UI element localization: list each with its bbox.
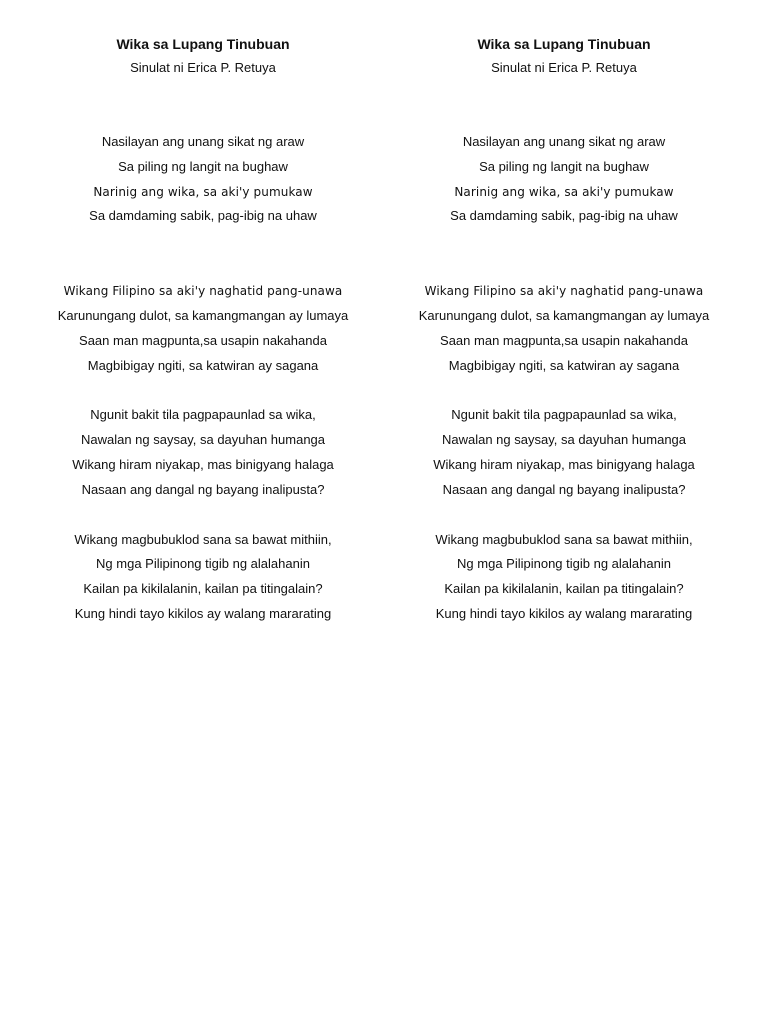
poem-line: Nasilayan ang unang sikat ng araw (462, 134, 666, 149)
poem-line: Nasaan ang dangal ng bayang inalipusta? (442, 481, 686, 497)
poem-line: Narinig ang wika, sa aki'y pumukaw (93, 184, 313, 199)
poem-line: Wikang Filipino sa aki'y naghatid pang-unawa (63, 284, 343, 299)
poem-line: Saan man magpunta,sa usapin nakahanda (440, 332, 688, 348)
poem-line: Ngunit bakit tila pagpapaunlad sa wika, (451, 407, 677, 423)
stanza (22, 130, 384, 229)
stanza (22, 403, 384, 502)
poem-byline: Sinulat ni Erica P. Retuya (130, 60, 276, 75)
poem-line: Ng mga Pilipinong tigib ng alalahanin (96, 556, 310, 572)
poem-line: Wikang magbubuklod sana sa bawat mithiin, (435, 531, 693, 547)
poem-line: Wikang hiram niyakap, mas binigyang halaga (72, 456, 334, 472)
poem-line: Karunungang dulot, sa kamangmangan ay lumaya (418, 307, 710, 323)
poem-line: Ngunit bakit tila pagpapaunlad sa wika, (90, 407, 316, 423)
stanza (383, 279, 745, 378)
poem-line: Nasaan ang dangal ng bayang inalipusta? (81, 481, 325, 497)
poem-line: Wikang magbubuklod sana sa bawat mithiin, (74, 531, 332, 547)
poem-line: Narinig ang wika, sa aki'y pumukaw (454, 184, 674, 199)
stanza (22, 528, 384, 627)
poem-line: Wikang Filipino sa aki'y naghatid pang-unawa (424, 284, 704, 299)
poem-line: Sa damdaming sabik, pag-ibig na uhaw (450, 208, 678, 224)
poem-line: Ng mga Pilipinong tigib ng alalahanin (457, 556, 671, 572)
poem-line: Kailan pa kikilalanin, kailan pa titingalain? (83, 581, 323, 597)
poem-line: Sa piling ng langit na bughaw (118, 158, 288, 174)
stanza (22, 279, 384, 378)
poem-line: Sa piling ng langit na bughaw (479, 158, 649, 174)
poem-line: Kung hindi tayo kikilos ay walang mararating (435, 605, 693, 621)
poem-line: Kailan pa kikilalanin, kailan pa titingalain? (444, 581, 684, 597)
poem-line: Nawalan ng saysay, sa dayuhan humanga (80, 432, 326, 448)
poem-column-left (22, 33, 384, 627)
poem-line: Magbibigay ngiti, sa katwiran ay sagana (87, 357, 319, 373)
poem-title: Wika sa Lupang Tinubuan (477, 36, 651, 52)
poem-column-right (383, 33, 745, 627)
poem-line: Magbibigay ngiti, sa katwiran ay sagana (448, 357, 680, 373)
poem-title: Wika sa Lupang Tinubuan (116, 36, 290, 52)
poem-line: Nawalan ng saysay, sa dayuhan humanga (441, 432, 687, 448)
poem-line: Saan man magpunta,sa usapin nakahanda (79, 332, 327, 348)
poem-byline: Sinulat ni Erica P. Retuya (491, 60, 637, 75)
poem-line: Wikang hiram niyakap, mas binigyang halaga (433, 456, 695, 472)
poem-line: Kung hindi tayo kikilos ay walang mararating (74, 605, 332, 621)
stanza (383, 403, 745, 502)
poem-line: Nasilayan ang unang sikat ng araw (101, 134, 305, 149)
stanza (383, 130, 745, 229)
stanza (383, 528, 745, 627)
poem-line: Sa damdaming sabik, pag-ibig na uhaw (89, 208, 317, 224)
poem-line: Karunungang dulot, sa kamangmangan ay lumaya (57, 307, 349, 323)
